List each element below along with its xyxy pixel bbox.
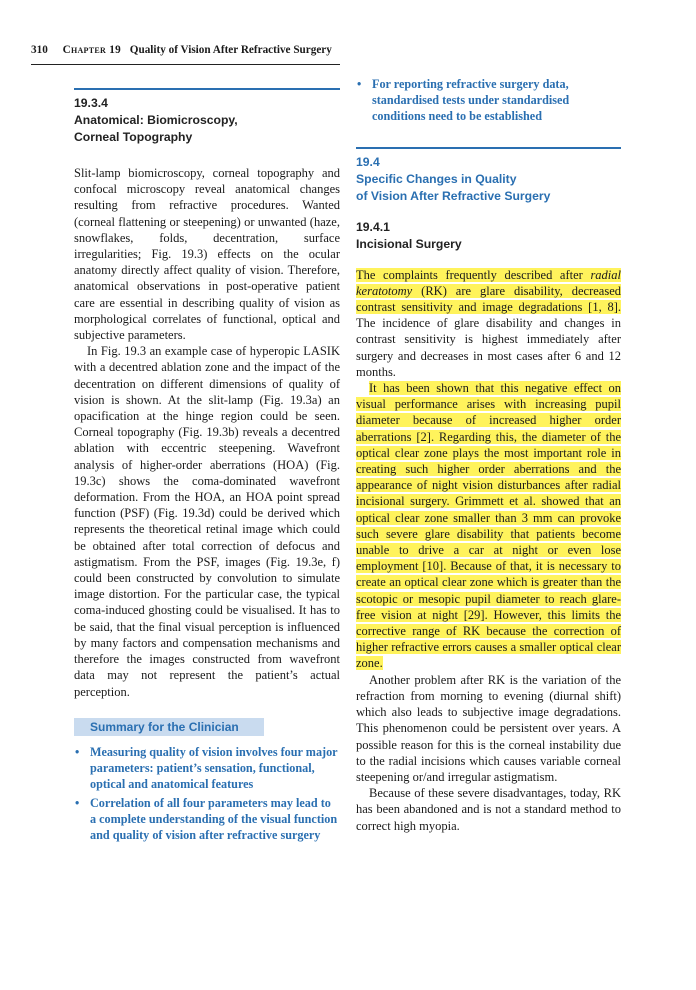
page-number: 310 [31, 44, 48, 56]
section-rule [74, 88, 340, 90]
paragraph: Because of these severe disadvantages, today, RK has been abandoned and is not a standard method to correct high myopia. [356, 786, 621, 833]
paragraph: Slit-lamp biomicroscopy, corneal topography and confocal microscopy reveal anatomical changes resulting from refractive procedures. Wanted (corneal flattening or steepening) or unwanted (haze, snowflakes, folds, decentration, surface irregularities; Fig. 19.3) effects on the ocular anatomy directly affect quality of vision. Therefore, anatomical observations in post-operative patient care are essential in describing quality of vision as morphological correlates of functional, optical and subjective parameters. [74, 166, 340, 343]
chapter-title: Quality of Vision After Refractive Surgery [129, 44, 332, 56]
section-heading-19-3-4 [74, 95, 340, 146]
section-rule [356, 147, 621, 149]
highlighted-text: The complaints frequently described after radial keratotomy (RK) are glare disability, decreased contrast sensitivity and image degradations [1, 8]. [356, 267, 621, 315]
section-heading-19-4 [356, 154, 621, 205]
subsection-title: Incisional Surgery [356, 236, 462, 251]
section-number: 19.4 [356, 154, 380, 169]
chapter-label: Chapter 19 [62, 44, 121, 56]
left-column [74, 88, 340, 845]
section-title-line2: of Vision After Refractive Surgery [356, 188, 551, 203]
paragraph: In Fig. 19.3 an example case of hyperopic LASIK with a decentred ablation zone and the impact of the decentration on different dimensions of quality of vision is shown. At the slit-lamp (Fig. 19.3a) an opacification at the hinge region could be seen. Corneal topography (Fig. 19.3b) reveals a decentred ablation with eccentric steepening. Wavefront analysis of higher-order aberrations (HOA) (Fig. 19.3c) shows the coma-dominated wavefront deformation. From the HOA, an HOA point spread function (PSF) (Fig. 19.3d) could be derived which represents the theoretical retinal image which could be obtained after total correction of defocus and astigmatism. From the PSF, images (Fig. 19.3e, f) could been constructed by convolution to simulate image distortion. For the particular case, the typical coma-induced ghosting could be visualised. It has to be said, that the final visual perception is influenced by many factors and compensation mechanisms and therefore the images constructed from wavefront data may not represent the patient’s actual perception. [74, 344, 340, 699]
paragraph [356, 380, 621, 672]
summary-box-title: Summary for the Clinician [74, 718, 264, 736]
bullet-icon: • [75, 795, 80, 810]
bullet-icon: • [357, 77, 362, 91]
summary-list-continued [356, 76, 621, 125]
paragraph: The complaints frequently described after radial keratotomy (RK) are glare disability, decreased contrast sensitivity and image degradations [1, 8]. The incidence of glare disability and changes in contrast sensitivity is highest immediately after surgery and decreases in most cases after 6 and 12 months. [356, 267, 621, 379]
highlighted-text: It has been shown that this negative effect on visual performance arises with increasing pupil diameter because of increased higher order aberrations [2]. Regarding this, the diameter of the optical clear zone plays the most important role in creating such higher order aberrations and the appearance of night vision disturbances after radial incisional surgery. Grimmett et al. showed that an optical clear zone smaller than 3 mm can provoke such severe glare disability that patients become unable to drive a car at night or even lose employment [10]. Because of that, it is necessary to create an optical clear zone which is greater than the scotopic or mesopic pupil diameter to reach glare-free vision at night [29]. However, this limits the corrective range of RK because the correction of higher refractive errors causes a smaller optical clear zone. [356, 381, 621, 671]
section-title-line1: Anatomical: Biomicroscopy, [74, 113, 238, 127]
subsection-number: 19.4.1 [356, 219, 390, 234]
summary-item: • For reporting refractive surgery data, standardised tests under standardised conditions need to be established [357, 77, 570, 124]
bullet-icon: • [75, 744, 80, 759]
summary-item: • Measuring quality of vision involves four major parameters: patient’s sensation, functional, optical and anatomical features [75, 744, 338, 792]
summary-list [74, 744, 340, 843]
section-title-line2: Corneal Topography [74, 130, 193, 144]
right-column [356, 76, 621, 834]
section-title-line1: Specific Changes in Quality [356, 171, 517, 186]
header-rule [31, 64, 340, 65]
subsection-heading-19-4-1 [356, 219, 621, 253]
summary-item: • Correlation of all four parameters may lead to a complete understanding of the visual function and quality of vision after refractive surgery [75, 795, 338, 842]
paragraph: Another problem after RK is the variation of the refraction from morning to evening (diurnal shift) which also leads to subjective image degradations. This phenomenon could be persistent over years. A possible reason for this is the corneal instability due to the radial incisions which causes variable corneal steepening or/and irregular astigmatism. [356, 672, 621, 784]
section-number: 19.3.4 [74, 96, 108, 110]
running-head [31, 44, 656, 56]
